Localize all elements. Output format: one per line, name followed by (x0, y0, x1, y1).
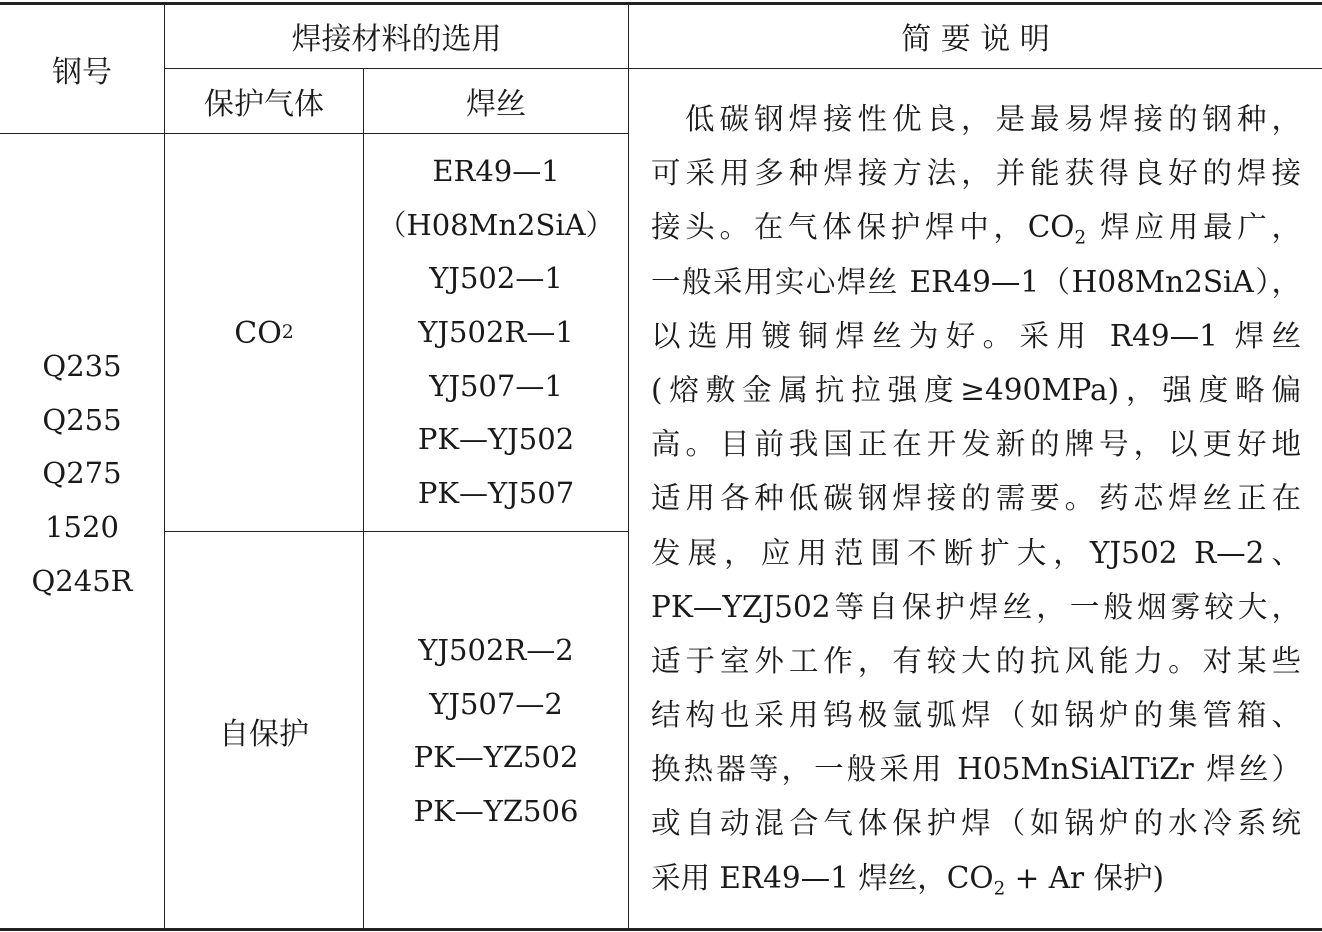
wire-item: PK—YJ507 (417, 476, 575, 511)
steel-grade: Q275 (42, 456, 122, 491)
header-wire: 焊丝 (466, 87, 526, 122)
description-line: 高。目前我国正在开发新的牌号，以更好地 (651, 427, 1301, 462)
steel-grade: Q245R (31, 563, 133, 598)
header-bottom-rule (0, 133, 629, 134)
col-divider-1 (164, 4, 165, 929)
wire-item: YJ502R—1 (418, 315, 574, 350)
shielding-gas-self: 自保护 (219, 717, 309, 752)
col-divider-3 (628, 4, 629, 929)
steel-grade: Q255 (42, 402, 122, 437)
description-line: 结构也采用钨极氩弧焊（如锅炉的集管箱、 (651, 698, 1301, 733)
wire-item: （H08Mn2SiA） (377, 207, 615, 242)
steel-grade-list (0, 340, 164, 608)
table-bottom-rule (0, 928, 1322, 931)
description-line: 适于室外工作，有较大的抗风能力。对某些 (651, 643, 1301, 678)
wire-item: YJ507—2 (429, 686, 563, 721)
description-line: 发展，应用范围不断扩大，YJ502 R—2、 (651, 535, 1301, 570)
header-brief-note: 简 要 说 明 (901, 22, 1050, 57)
description-line: 接头。在气体保护焊中，$CO_2$ 焊应用最广， (651, 210, 1301, 249)
description-line: 或自动混合气体保护焊（如锅炉的水冷系统 (651, 806, 1301, 841)
steel-grade: Q235 (42, 349, 122, 383)
header-shielding-gas: 保护气体 (204, 87, 324, 122)
header-material-selection: 焊接材料的选用 (291, 22, 502, 57)
description-line: (熔敷金属抗拉强度≥490MPa)，强度略偏 (651, 372, 1301, 407)
description-line: 一般采用实心焊丝 ER49—1（H08Mn2SiA）， (651, 264, 1301, 299)
description-line: 采用 ER49—1 焊丝，$CO_2 + Ar$ 保护) (651, 860, 1164, 900)
description-line: 可采用多种焊接方法，并能获得良好的焊接 (651, 156, 1301, 191)
wire-item: ER49—1 (432, 154, 560, 188)
wire-item: PK—YZ506 (413, 794, 579, 829)
wire-item: PK—YZ502 (413, 740, 579, 775)
wire-list-co2 (364, 145, 628, 521)
description-line: 低碳钢焊接性优良，是最易焊接的钢种， (685, 102, 1301, 136)
wire-item: YJ502R—2 (418, 633, 574, 667)
description-line: PK—YZJ502等自保护焊丝，一般烟雾较大， (651, 589, 1301, 624)
row-divider (165, 531, 629, 532)
header-steel-grade: 钢号 (52, 54, 112, 90)
steel-grade: 1520 (45, 510, 119, 545)
wire-item: PK—YJ502 (417, 422, 575, 457)
shielding-gas-co2: CO 2 (234, 315, 294, 351)
description-line: 适用各种低碳钢焊接的需要。药芯焊丝正在 (651, 481, 1301, 516)
description-line: 换热器等，一般采用 H05MnSiAlTiZr 焊丝） (651, 752, 1301, 787)
description-line: 以选用镀铜焊丝为好。采用 R49—1 焊丝 (651, 318, 1301, 353)
wire-item: YJ502—1 (429, 261, 563, 296)
wire-item: YJ507—1 (429, 368, 563, 403)
wire-list-self (364, 624, 628, 839)
description-paragraph (651, 92, 1301, 905)
